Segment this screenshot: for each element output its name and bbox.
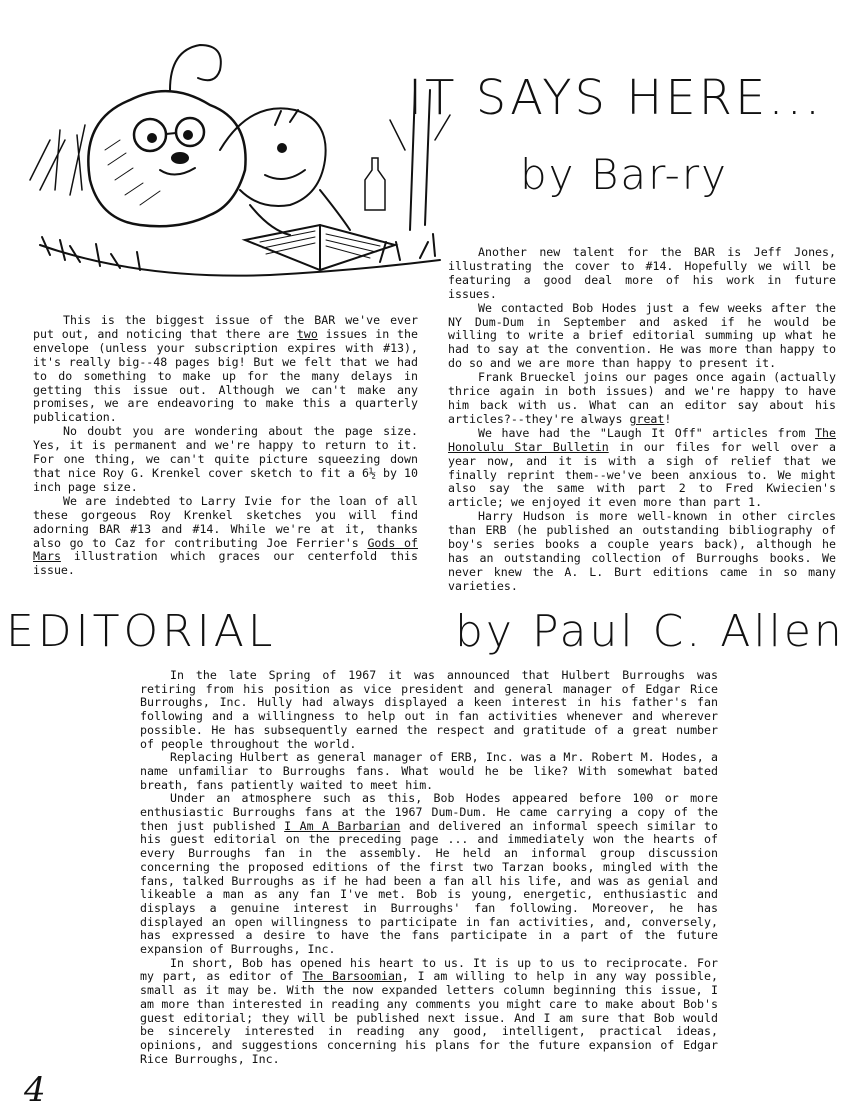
text: We are indebted to Larry Ivie for the loan of all these gorgeous Roy Krenkel sketches you will find adorning BAR #13 and #14. While we're at it, thanks also go to Caz for contributing Joe Ferrier's — [33, 493, 418, 550]
text: This is the biggest issue of the BAR we've ever put out, and noticing that there are — [33, 313, 418, 341]
underlined-text: I Am A Barbarian — [284, 818, 401, 833]
paragraph — [448, 427, 836, 510]
title-byline: by Bar-ry — [520, 150, 728, 199]
paragraph — [448, 371, 836, 427]
underlined-text: The Honolulu Star Bulletin — [448, 425, 836, 454]
text: We have had the "Laugh It Off" articles from — [478, 425, 816, 440]
page-title: IT SAYS HERE... — [408, 70, 824, 126]
paragraph — [33, 314, 418, 425]
editorial-byline: by Paul C. Allen — [455, 606, 845, 657]
paragraph: Replacing Hulbert as general manager of ERB, Inc. was a Mr. Robert M. Hodes, a name unfamiliar to Burroughs fans. What would he be like? With somewhat bated breath, fans patiently waited to meet him. — [140, 750, 718, 792]
paragraph: In the late Spring of 1967 it was announced that Hulbert Burroughs was retiring from his position as vice president and general manager of Edgar Rice Burroughs, Inc. Hully had always displayed a keen interest in his father's fan following and a willingness to help out in fan activities whenever and wherever possible. He has subsequently earned the respect and gratitude of a great number of people throughout the world. — [140, 668, 718, 751]
page-number: 4 — [24, 1070, 46, 1110]
paragraph: We contacted Bob Hodes just a few weeks after the NY Dum-Dum in September and asked if he would be willing to write a brief editorial summing up what he had to say at the convention. He was more than happy to do so and we are more than happy to present it. — [448, 300, 836, 371]
intro-left-column — [33, 314, 418, 578]
underlined-text: The Barsoomian — [302, 969, 402, 984]
text: , I am willing to help in any way possible, small as it may be. With the now expanded letters column beginning this issue, I am more than interested in reading any comments you might care to make about Bob's guest editorial; they will be published next issue. And I am sure that Bob would be sincerely interested in reading any good, intelligent, practical ideas, opinions, and suggestions concerning his plans for the future expansion of Edgar Rice Burroughs, Inc. — [140, 969, 718, 1066]
underlined-text: two — [296, 326, 318, 341]
paragraph: Another new talent for the BAR is Jeff Jones, illustrating the cover to #14. Hopefully we will be featuring a good deal more of his work in future issues. — [448, 245, 836, 301]
text: issues in the envelope (unless your subscription expires with #13), it's really big--48 pages big! But we felt that we had to do something to make up for the many delays in getting this issue out. Although we can't make any promises, we are endeavoring to make this a quarterly publication. — [33, 326, 418, 425]
paragraph: No doubt you are wondering about the page size. Yes, it is permanent and we're happy to return to it. For one thing, we can't quite picture squeezing down that nice Roy G. Krenkel cover sketch to fit a 6½ by 10 inch page size. — [33, 424, 418, 494]
paragraph — [140, 957, 718, 1067]
text: In short, Bob has opened his heart to us. It is up to us to reciprocate. For my part, as editor of — [140, 955, 718, 984]
paragraph — [140, 792, 718, 956]
text: ! — [664, 411, 672, 426]
text: illustration which graces our centerfold this issue. — [33, 549, 418, 578]
text: Frank Brueckel joins our pages once again (actually thrice again in both issues) and we're happy to have him back with us. What can an editor say about his articles?--they're always — [448, 370, 836, 426]
editorial-body — [140, 669, 718, 1066]
underlined-text: great — [629, 411, 665, 426]
text: Under an atmosphere such as this, Bob Hodes appeared before 100 or more enthusiastic Burroughs fans at the 1967 Dum-Dum. He came carrying a copy of the then just published — [140, 791, 718, 833]
paragraph — [33, 495, 418, 578]
text: and delivered an informal speech similar to his guest editorial on the preceding page ... and immediately won the hearts of every Burroughs fan in the assembly. He held an informal group discussion concerning the proposed editions of the first two Tarzan books, mingled with the fans, talked Burroughs as if he had been a fan all his life, and was as genial and likeable a man as any fan I've met. Bob is young, energetic, enthusiastic and displays a genuine interest in Burroughs' fan following. Moreover, he has displayed an open willingness to participate in fan activities, and, conversely, has expressed a desire to have the fans participate in a part of the future expansion of Burroughs, Inc. — [140, 818, 718, 957]
paragraph: Harry Hudson is more well-known in other circles than ERB (he published an outstanding bibliography of boy's series books a couple years back), although he has an outstanding collection of Burroughs books. We never knew the A. L. Burt editions came in so many varieties. — [448, 509, 836, 593]
text: in our files for well over a year now, and it is with a sigh of relief that we finally reprint them--we've been anxious to. We might also say the same with part 2 to Fred Kwiecien's article; we enjoyed it even more than part 1. — [448, 439, 837, 510]
intro-right-column — [448, 246, 836, 594]
underlined-text: Gods of Mars — [33, 535, 418, 564]
cartoon-illustration — [20, 30, 460, 300]
editorial-title: EDITORIAL — [6, 606, 277, 657]
